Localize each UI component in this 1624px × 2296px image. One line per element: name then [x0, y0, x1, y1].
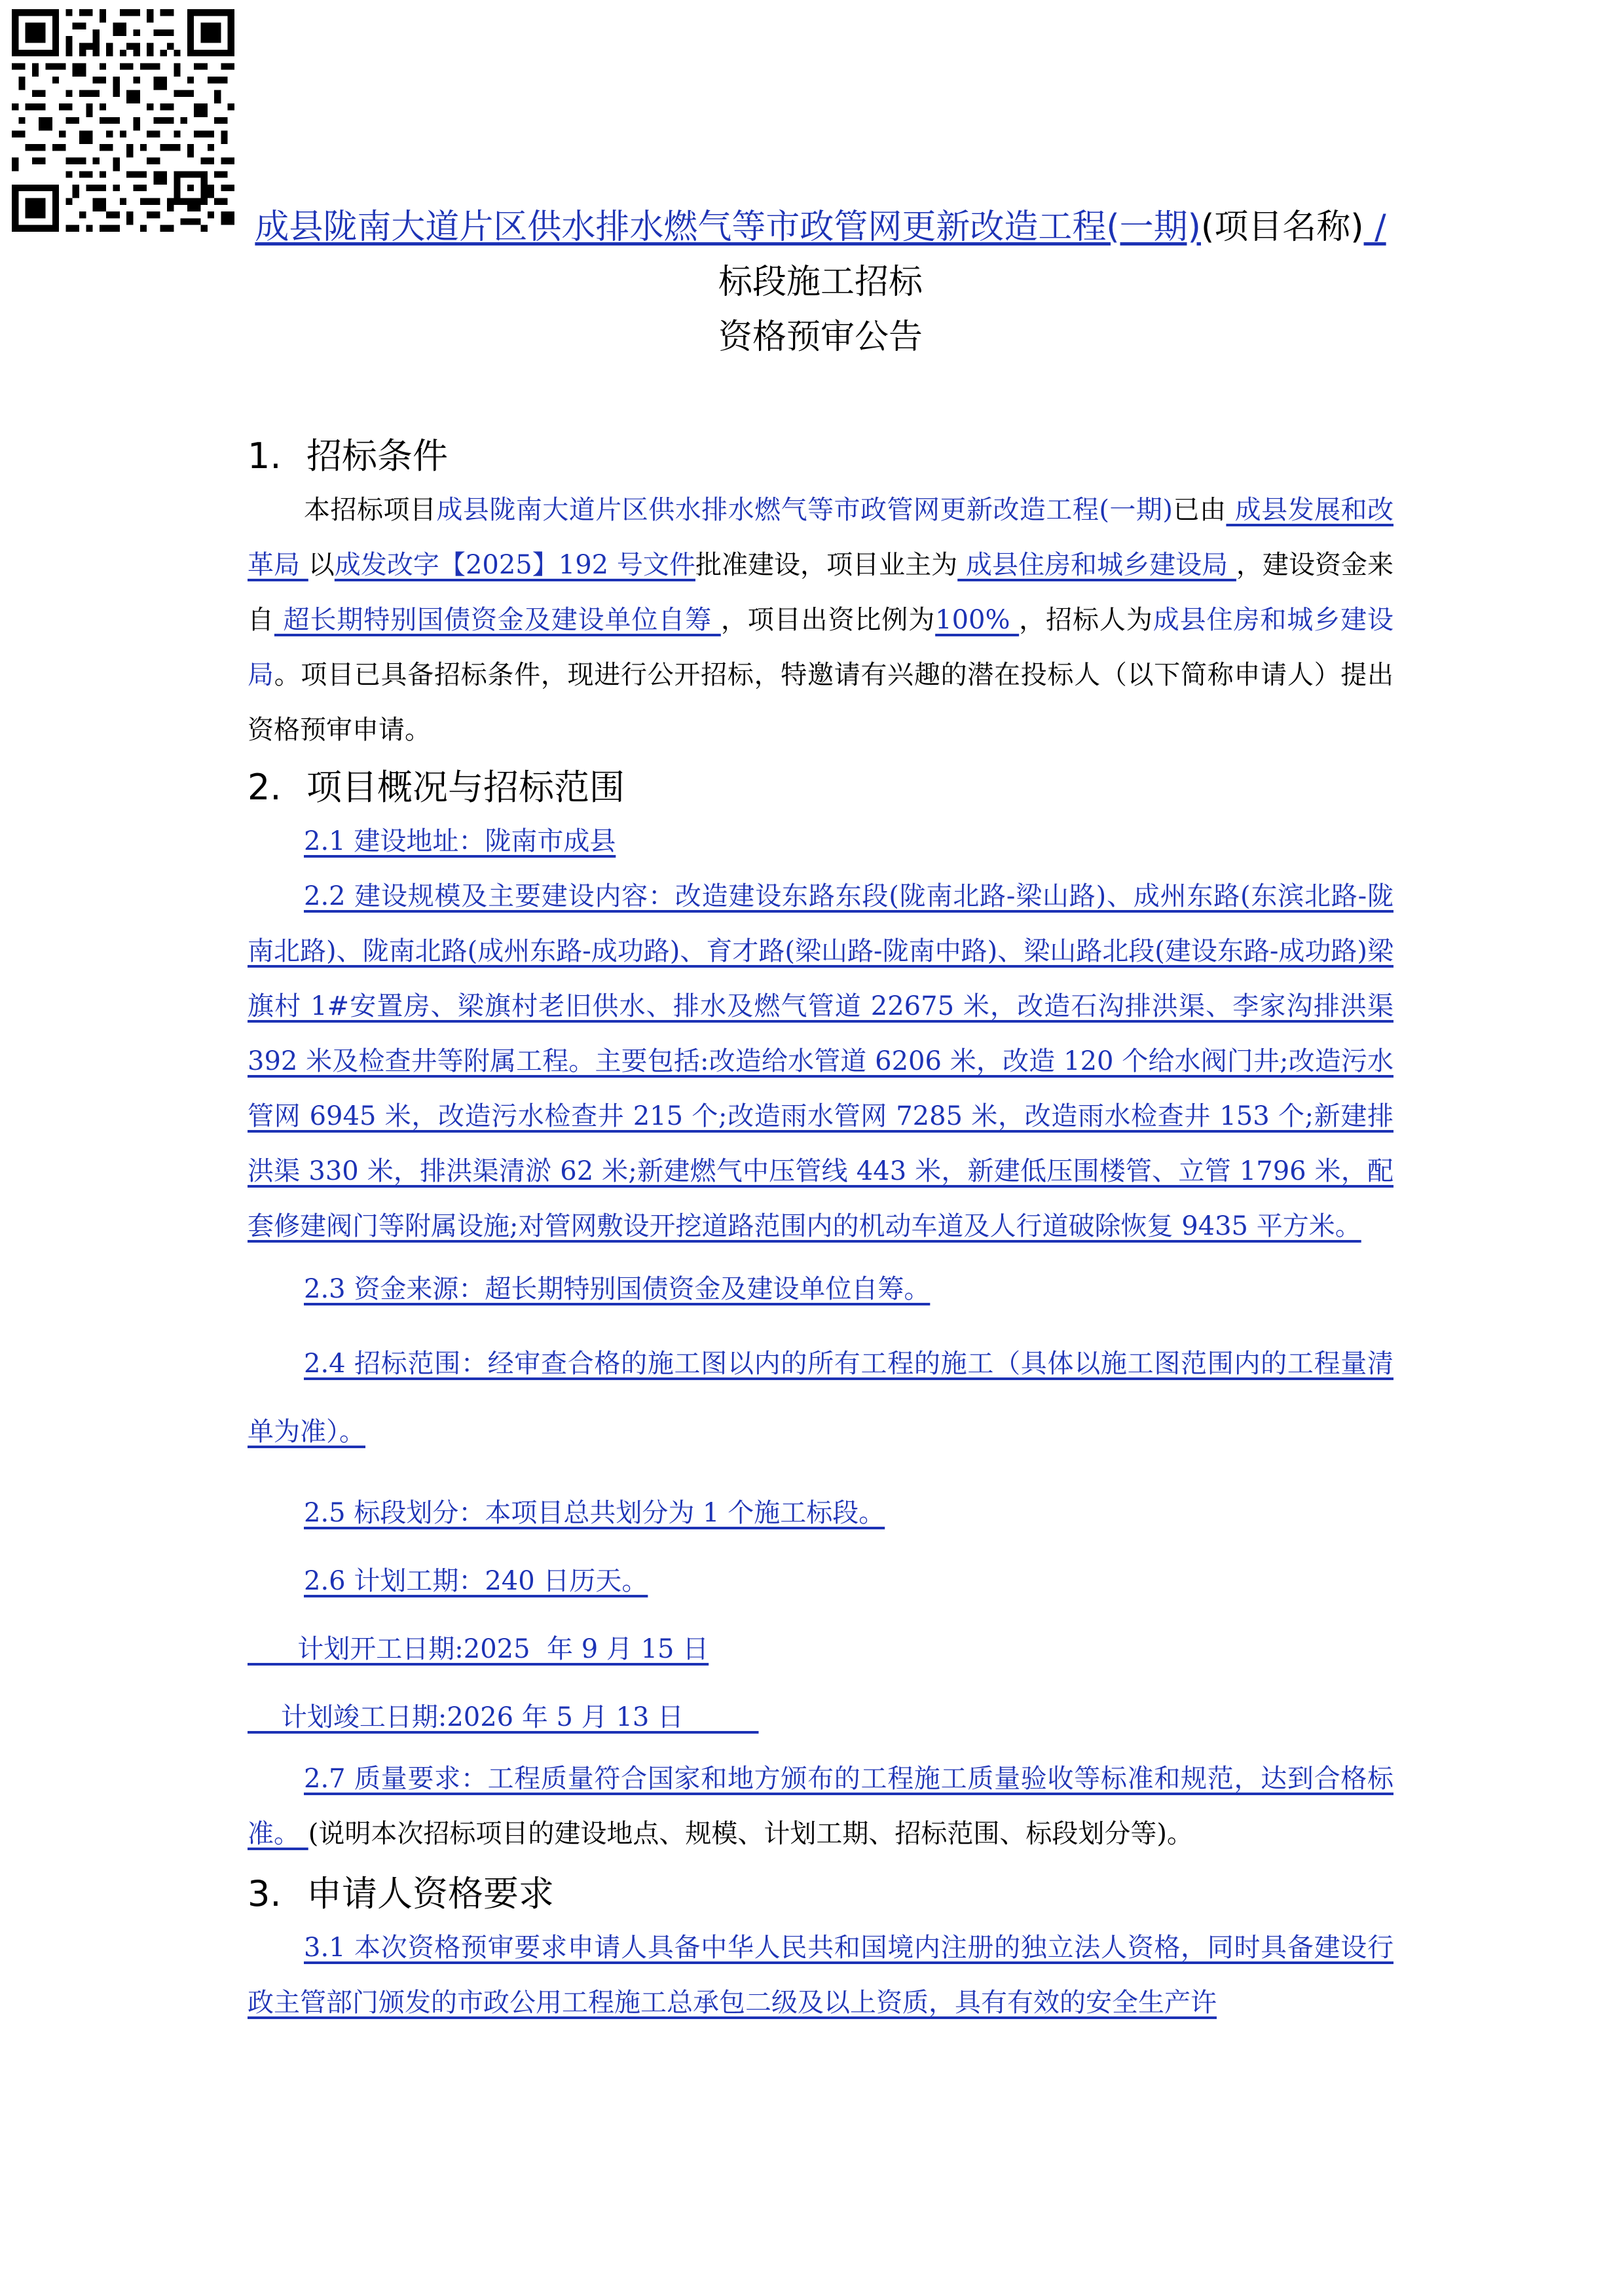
- item-2-3: 2.3 资金来源：超长期特别国债资金及建设单位自筹。: [304, 1274, 931, 1304]
- qr-code: [12, 9, 234, 232]
- item-2-2: 2.2 建设规模及主要建设内容：改造建设东路东段(陇南北路-梁山路)、成州东路(东滨北路-陇南北路)、陇南北路(成州东路-成功路)、育才路(梁山路-陇南中路)、梁山路北段(建设东路-成功路)梁旗村 1#安置房、梁旗村老旧供水、排水及燃气管道 22675 米，改造石沟排洪渠、李家沟排洪渠 392 米及检查井等附属工程。主要包括:改造给水管道 6206 米，改造 120 个给水阀门井;改造污水管网 6945 米，改造污水检查井 215 个;改造雨水管网 7285 米，改造雨水检查井 153 个;新建排洪渠 330 米，排洪渠清淤 62 米;新建燃气中压管线 443 米，新建低压围楼管、立管 1796 米，配套修建阀门等附属设施;对管网敷设开挖道路范围内的机动车道及人行道破除恢复 9435 平方米。: [248, 881, 1393, 1241]
- document-title: 成县陇南大道片区供水排水燃气等市政管网更新改造工程(一期)(项目名称) / 标段施工招标: [255, 208, 1386, 302]
- section-1-body: 本招标项目成县陇南大道片区供水排水燃气等市政管网更新改造工程(一期)已由 成县发展和改革局 以成发改字【2025】192 号文件批准建设，项目业主为 成县住房和城乡建设局 ，建设资金来自 超长期特别国债资金及建设单位自筹 ，项目出资比例为100% ，招标人为成县住房和城乡建设局。项目已具备招标条件，现进行公开招标，特邀请有兴趣的潜在投标人（以下简称申请人）提出资格预审申请。: [248, 495, 1394, 745]
- item-2-7: 2.7 质量要求：工程质量符合国家和地方颁布的工程施工质量验收等标准和规范，达到合格标准。 (说明本次招标项目的建设地点、规模、计划工期、招标范围、标段划分等)。: [248, 1764, 1393, 1849]
- document-subtitle: 资格预审公告: [718, 318, 923, 357]
- item-2-4: 2.4 招标范围：经审查合格的施工图以内的所有工程的施工（具体以施工图范围内的工程量清单为准）。: [248, 1349, 1393, 1447]
- planned-start-date: 计划开工日期:2025 年 9 月 15 日: [248, 1634, 709, 1664]
- item-3-1: 3.1 本次资格预审要求申请人具备中华人民共和国境内注册的独立法人资格，同时具备建设行政主管部门颁发的市政公用工程施工总承包二级及以上资质，具有有效的安全生产许: [248, 1933, 1393, 2018]
- document-page: [248, 200, 1393, 2030]
- section-3-heading: 3. 申请人资格要求: [248, 1873, 554, 1914]
- section-1-heading: 1. 招标条件: [248, 435, 448, 477]
- section-2-heading: 2. 项目概况与招标范围: [248, 767, 625, 808]
- planned-end-date: 计划竣工日期:2026 年 5 月 13 日: [248, 1702, 759, 1732]
- item-2-6: 2.6 计划工期：240 日历天。: [304, 1566, 648, 1596]
- project-name-link[interactable]: 成县陇南大道片区供水排水燃气等市政管网更新改造工程(一期): [255, 208, 1201, 247]
- item-2-1: 2.1 建设地址：陇南市成县: [304, 826, 616, 856]
- item-2-5: 2.5 标段划分：本项目总共划分为 1 个施工标段。: [304, 1498, 885, 1528]
